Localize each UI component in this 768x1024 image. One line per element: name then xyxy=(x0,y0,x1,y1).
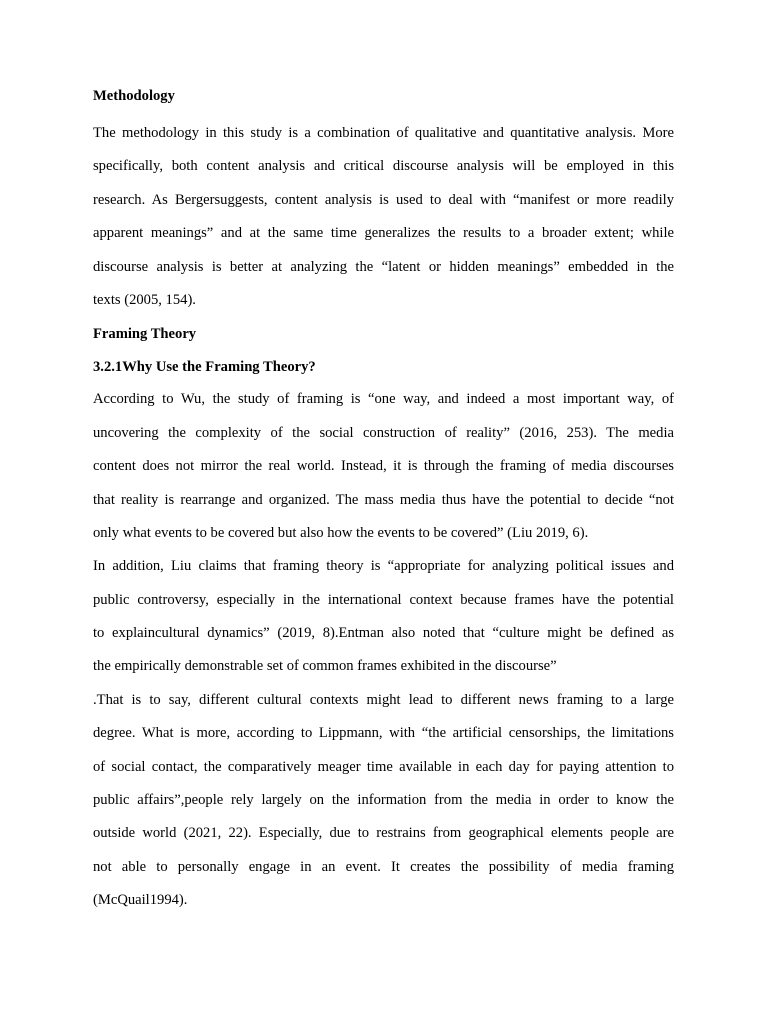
methodology-paragraph xyxy=(93,117,674,317)
paragraph-line: texts (2005, 154). xyxy=(93,291,196,308)
paragraph-line: not able to personally engage in an event. It creates the possibility of media framing xyxy=(93,858,674,875)
methodology-heading: Methodology xyxy=(93,88,175,104)
document-body xyxy=(93,84,674,918)
paragraph-line: the empirically demonstrable set of common frames exhibited in the discourse” xyxy=(93,658,557,675)
paragraph-line: degree. What is more, according to Lippmann, with “the artificial censorships, the limitations xyxy=(93,725,674,742)
framing-paragraph-2 xyxy=(93,550,674,917)
paragraph-line: apparent meanings” and at the same time generalizes the results to a broader extent; while xyxy=(93,225,674,242)
framing-theory-heading: Framing Theory xyxy=(93,326,197,343)
paragraph-line: specifically, both content analysis and critical discourse analysis will be employed in this xyxy=(93,158,674,175)
paragraph-line: research. As Bergersuggests, content analysis is used to deal with “manifest or more readily xyxy=(93,191,674,208)
paragraph-line: of social contact, the comparatively meager time available in each day for paying attention to xyxy=(93,758,674,775)
paragraph-line: According to Wu, the study of framing is “one way, and indeed a most important way, of xyxy=(93,391,674,408)
paragraph-line: public controversy, especially in the international context because frames have the potential xyxy=(93,591,674,608)
paragraph-line: (McQuail1994). xyxy=(93,892,188,909)
paragraph-line: only what events to be covered but also how the events to be covered” (Liu 2019, 6). xyxy=(93,524,589,541)
paragraph-line: content does not mirror the real world. Instead, it is through the framing of media discourses xyxy=(93,458,674,475)
paragraph-line: uncovering the complexity of the social construction of reality” (2016, 253). The media xyxy=(93,424,674,441)
paragraph-line: The methodology in this study is a combination of qualitative and quantitative analysis. More xyxy=(93,125,674,141)
framing-subheading: 3.2.1Why Use the Framing Theory? xyxy=(93,359,316,376)
paragraph-line: outside world (2021, 22). Especially, due to restrains from geographical elements people are xyxy=(93,825,674,842)
paragraph-line: .That is to say, different cultural contexts might lead to different news framing to a large xyxy=(93,691,674,708)
framing-paragraph-1 xyxy=(93,383,674,550)
paragraph-line: discourse analysis is better at analyzing the “latent or hidden meanings” embedded in the xyxy=(93,258,674,275)
paragraph-line: to explaincultural dynamics” (2019, 8).Entman also noted that “culture might be defined as xyxy=(93,625,674,642)
paragraph-line: that reality is rearrange and organized. The mass media thus have the potential to decide “not xyxy=(93,491,674,508)
paragraph-line: public affairs”,people rely largely on the information from the media in order to know the xyxy=(93,792,674,809)
paragraph-line: In addition, Liu claims that framing theory is “appropriate for analyzing political issues and xyxy=(93,558,674,575)
